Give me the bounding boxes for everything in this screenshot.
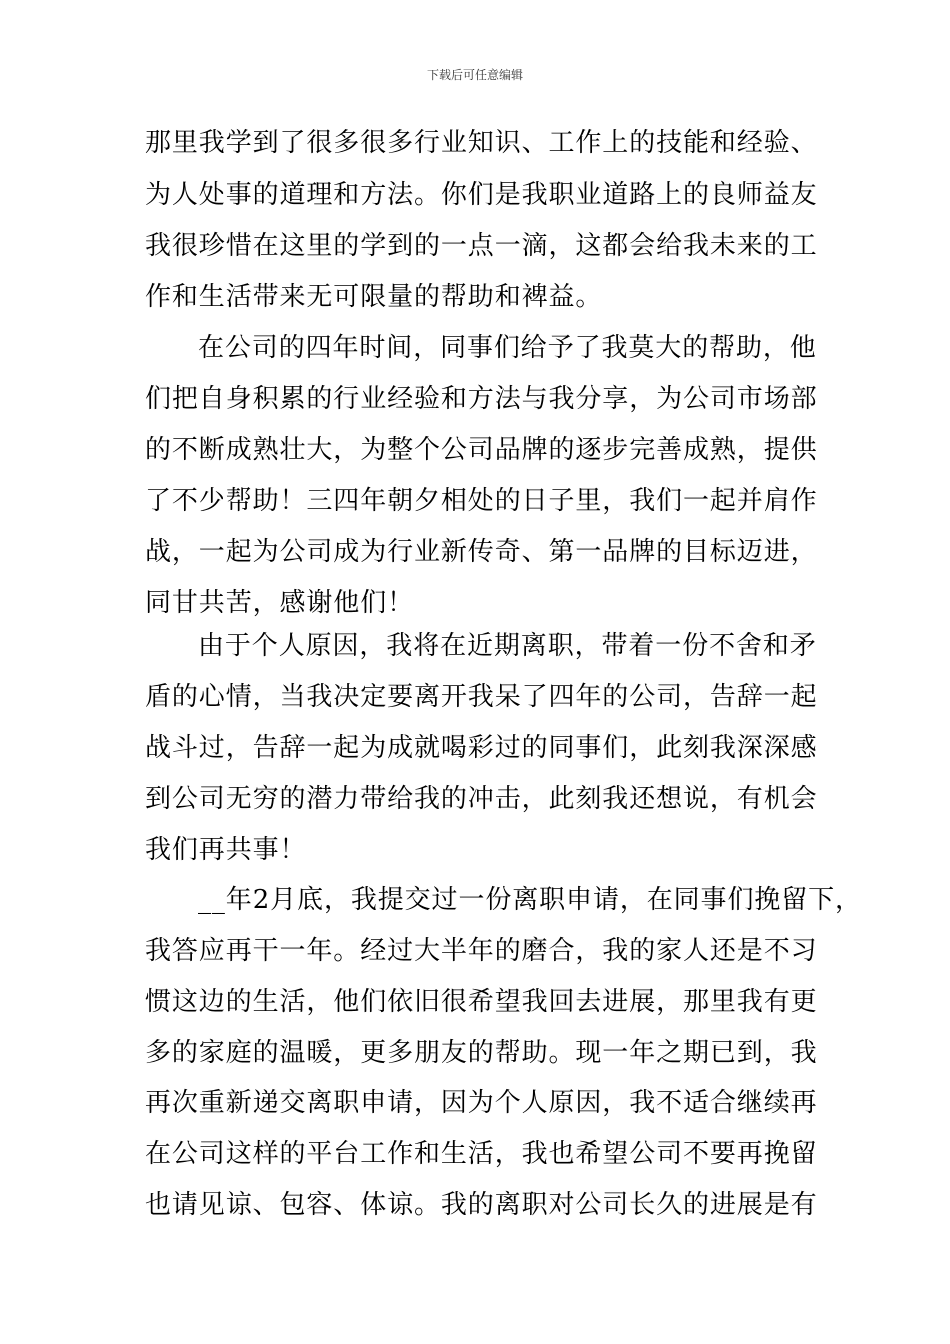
text-line: 我很珍惜在这里的学到的一点一滴，这都会给我未来的工: [145, 231, 818, 261]
text-line: 们把自身积累的行业经验和方法与我分享，为公司市场部: [145, 384, 818, 414]
text-line: 我答应再干一年。经过大半年的磨合，我的家人还是不习: [145, 936, 818, 966]
text-line: 我们再共事！: [145, 835, 307, 865]
text-line: 的不断成熟壮大，为整个公司品牌的逐步完善成熟，提供: [145, 435, 818, 465]
text-line: 那里我学到了很多很多行业知识、工作上的技能和经验、: [145, 128, 818, 158]
text-line: 在公司这样的平台工作和生活，我也希望公司不要再挽留: [145, 1139, 818, 1169]
text-line: 多的家庭的温暖，更多朋友的帮助。现一年之期已到，我: [145, 1038, 818, 1068]
text-line: 惯这边的生活，他们依旧很希望我回去进展，那里我有更: [145, 987, 818, 1017]
paragraph-first-line: 由于个人原因，我将在近期离职，带着一份不舍和矛: [198, 631, 817, 661]
text-line: 再次重新递交离职申请，因为个人原因，我不适合继续再: [145, 1088, 818, 1118]
text-line: 同甘共苦，感谢他们！: [145, 588, 415, 618]
text-line: 为人处事的道理和方法。你们是我职业道路上的良师益友: [145, 180, 818, 210]
text-line: 作和生活带来无可限量的帮助和裨益。: [145, 282, 603, 312]
text-line: 也请见谅、包容、体谅。我的离职对公司长久的进展是有: [145, 1190, 818, 1220]
page-header: 下载后可任意编辑: [426, 68, 523, 82]
text-line: 战斗过，告辞一起为成就喝彩过的同事们，此刻我深深感: [145, 733, 818, 763]
paragraph-first-line: __年2月底，我提交过一份离职申请，在同事们挽留下，: [198, 885, 862, 915]
text-line: 到公司无穷的潜力带给我的冲击，此刻我还想说，有机会: [145, 784, 818, 814]
text-line: 了不少帮助！三四年朝夕相处的日子里，我们一起并肩作: [145, 486, 818, 516]
text-line: 盾的心情，当我决定要离开我呆了四年的公司，告辞一起: [145, 682, 818, 712]
text-line: 战，一起为公司成为行业新传奇、第一品牌的目标迈进，: [145, 537, 818, 567]
paragraph-first-line: 在公司的四年时间，同事们给予了我莫大的帮助，他: [198, 333, 817, 363]
